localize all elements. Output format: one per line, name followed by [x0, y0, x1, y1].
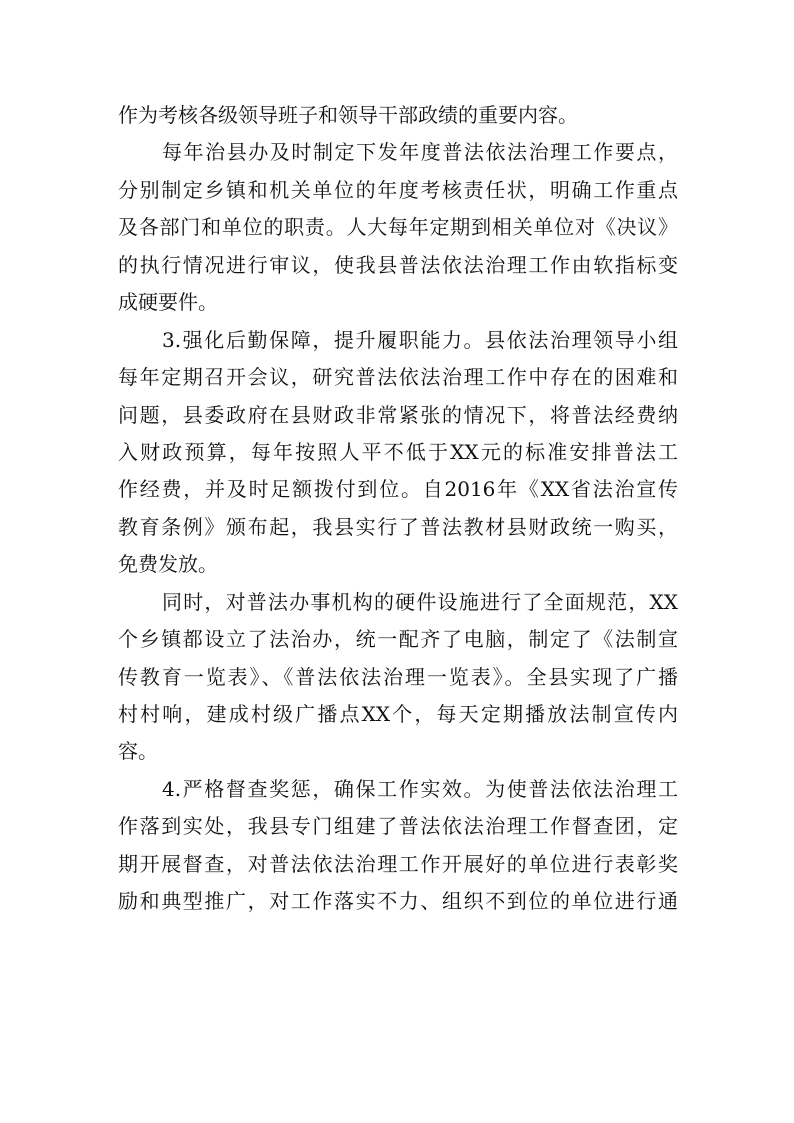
text-line: 分别制定乡镇和机关单位的年度考核责任状，明确工作重点 — [118, 177, 678, 202]
text-line: 村村响，建成村级广播点XX个，每天定期播放法制宣传内 — [118, 702, 678, 726]
text-line: 励和典型推广，对工作落实不力、组织不到位的单位进行通 — [118, 889, 678, 914]
text-line: 问题，县委政府在县财政非常紧张的情况下，将普法经费纳 — [118, 402, 678, 427]
text-line: 作为考核各级领导班子和领导干部政绩的重要内容。 — [118, 103, 578, 127]
text-line: 及各部门和单位的职责。人大每年定期到相关单位对《决议》 — [118, 215, 678, 240]
text-line: 个乡镇都设立了法治办，统一配齐了电脑，制定了《法制宣 — [118, 627, 678, 652]
text-line: 每年治县办及时制定下发年度普法依法治理工作要点， — [162, 140, 678, 165]
text-line: 入财政预算，每年按照人平不低于XX元的标准安排普法工 — [118, 439, 678, 464]
text-line: 教育条例》颁布起，我县实行了普法教材县财政统一购买， — [118, 514, 678, 539]
text-line: 的执行情况进行审议，使我县普法依法治理工作由软指标变 — [118, 252, 678, 277]
document-body — [118, 97, 678, 921]
text-line: 容。 — [118, 739, 158, 764]
text-line: 同时，对普法办事机构的硬件设施进行了全面规范，XX — [162, 589, 678, 614]
text-line: 每年定期召开会议，研究普法依法治理工作中存在的困难和 — [118, 365, 678, 390]
text-line: 作经费，并及时足额拨付到位。自2016年《XX省法治宣传 — [118, 477, 678, 502]
text-line: 作落到实处，我县专门组建了普法依法治理工作督查团，定 — [118, 814, 678, 839]
text-line: 免费发放。 — [118, 552, 218, 577]
text-line: 传教育一览表》、《普法依法治理一览表》。全县实现了广播 — [118, 664, 678, 689]
text-line: 4.严格督查奖惩，确保工作实效。为使普法依法治理工 — [162, 776, 678, 801]
text-line: 3.强化后勤保障，提升履职能力。县依法治理领导小组 — [162, 327, 678, 352]
text-line: 期开展督查，对普法依法治理工作开展好的单位进行表彰奖 — [118, 851, 678, 876]
text-line: 成硬要件。 — [118, 290, 218, 315]
